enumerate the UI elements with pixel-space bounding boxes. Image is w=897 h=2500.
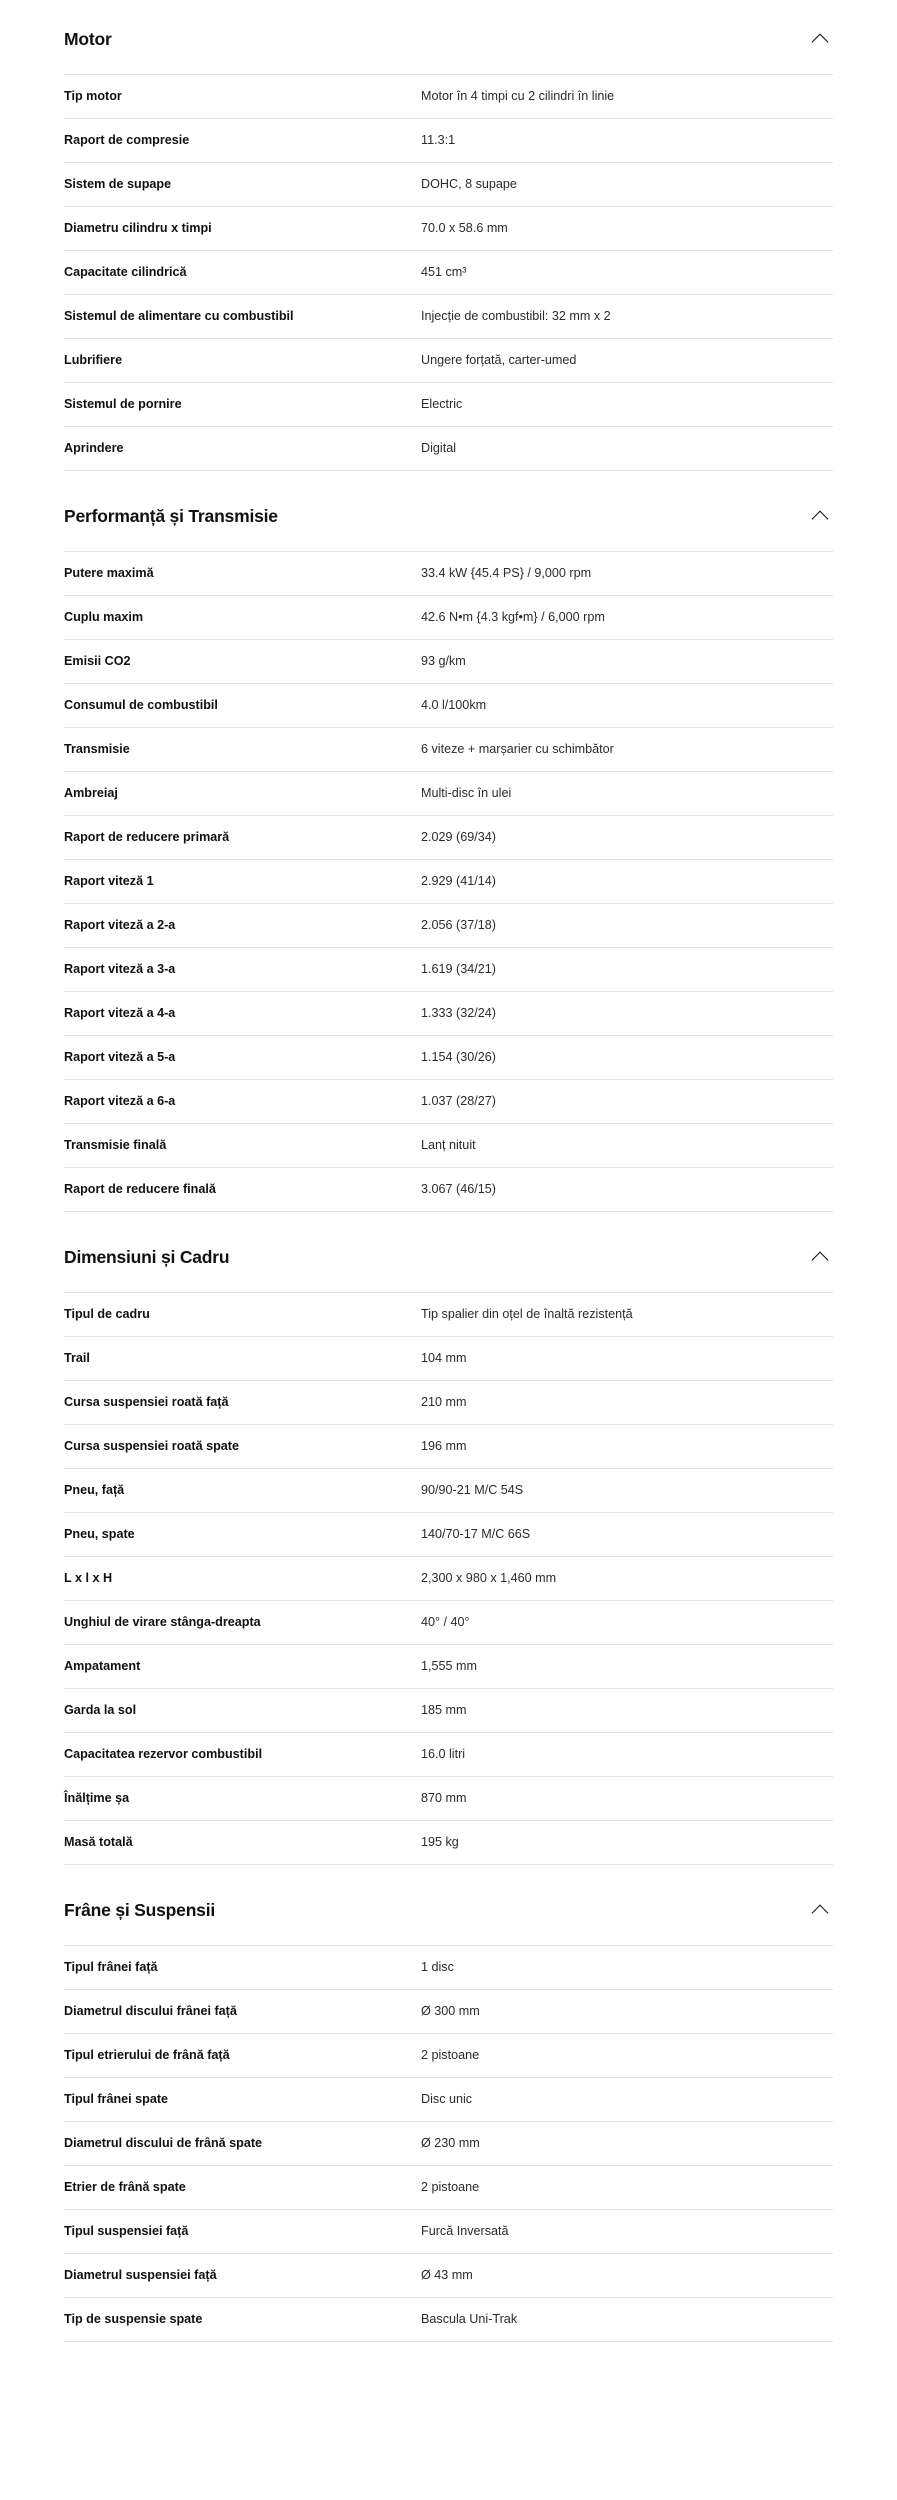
section-title: Dimensiuni și Cadru	[64, 1246, 230, 1267]
table-row	[64, 1381, 833, 1425]
spec-value: 2.929 (41/14)	[421, 874, 496, 888]
chevron-up-icon[interactable]	[811, 505, 833, 527]
spec-label: Diametrul discului de frână spate	[64, 2136, 263, 2150]
table-row	[64, 1293, 833, 1337]
section-title: Motor	[64, 28, 112, 49]
spec-label: Tipul frânei față	[64, 1960, 158, 1974]
spec-value: Disc unic	[421, 2092, 473, 2106]
table-row	[64, 2122, 833, 2166]
spec-value: 2.029 (69/34)	[421, 830, 496, 844]
spec-label: Tipul de cadru	[64, 1307, 150, 1321]
spec-label: Emisii CO2	[64, 654, 131, 668]
spec-value: Furcă Inversată	[421, 2224, 509, 2238]
table-row	[64, 728, 833, 772]
spec-label: Raport viteză a 5-a	[64, 1050, 176, 1064]
table-row	[64, 2166, 833, 2210]
spec-value: Multi-disc în ulei	[421, 786, 512, 800]
spec-label: Aprindere	[64, 441, 124, 455]
table-row	[64, 1946, 833, 1990]
spec-value: 93 g/km	[421, 654, 466, 668]
spec-value: 16.0 litri	[421, 1747, 466, 1761]
table-row	[64, 1557, 833, 1601]
table-row	[64, 2034, 833, 2078]
spec-value: 40° / 40°	[421, 1615, 470, 1629]
section-title: Frâne și Suspensii	[64, 1899, 216, 1920]
table-row	[64, 119, 833, 163]
spec-value: Digital	[421, 441, 456, 455]
spec-label: Lubrifiere	[64, 353, 123, 367]
spec-label: Capacitate cilindrică	[64, 265, 187, 279]
spec-section	[0, 1865, 897, 2342]
spec-value: 1 disc	[421, 1960, 454, 1974]
table-row	[64, 1080, 833, 1124]
spec-value: Electric	[421, 397, 463, 411]
spec-value: Ø 230 mm	[421, 2136, 480, 2150]
spec-label: Diametrul discului frânei față	[64, 2004, 237, 2018]
table-row	[64, 948, 833, 992]
spec-label: Etrier de frână spate	[64, 2180, 186, 2194]
chevron-up-icon[interactable]	[811, 1246, 833, 1268]
spec-label: Raport de reducere finală	[64, 1182, 216, 1196]
table-row	[64, 992, 833, 1036]
spec-section	[0, 471, 897, 1212]
spec-value: 1.619 (34/21)	[421, 962, 496, 976]
spec-value: DOHC, 8 supape	[421, 177, 517, 191]
spec-label: Transmisie finală	[64, 1138, 167, 1152]
table-row	[64, 816, 833, 860]
table-row	[64, 904, 833, 948]
table-row	[64, 339, 833, 383]
spec-label: Diametrul suspensiei față	[64, 2268, 217, 2282]
spec-label: Masă totală	[64, 1835, 133, 1849]
spec-label: L x l x H	[64, 1571, 113, 1585]
spec-table	[64, 551, 833, 1212]
spec-label: Garda la sol	[64, 1703, 137, 1717]
table-row	[64, 1990, 833, 2034]
table-row	[64, 2298, 833, 2342]
section-toggle-header[interactable]	[64, 1865, 833, 1931]
spec-value: 195 kg	[421, 1835, 459, 1849]
spec-label: Tip motor	[64, 89, 122, 103]
spec-value: 185 mm	[421, 1703, 467, 1717]
table-row	[64, 2078, 833, 2122]
spec-label: Pneu, față	[64, 1483, 125, 1497]
spec-label: Transmisie	[64, 742, 130, 756]
spec-label: Pneu, spate	[64, 1527, 135, 1541]
spec-value: 70.0 x 58.6 mm	[421, 221, 508, 235]
spec-value: 2,300 x 980 x 1,460 mm	[421, 1571, 557, 1585]
spec-value: 90/90-21 M/C 54S	[421, 1483, 524, 1497]
spec-table	[64, 1292, 833, 1865]
table-row	[64, 1425, 833, 1469]
table-row	[64, 1469, 833, 1513]
table-row	[64, 427, 833, 471]
spec-value: Motor în 4 timpi cu 2 cilindri în linie	[421, 89, 615, 103]
spec-label: Ampatament	[64, 1659, 141, 1673]
table-row	[64, 2210, 833, 2254]
spec-label: Sistemul de pornire	[64, 397, 182, 411]
spec-section	[0, 0, 897, 471]
spec-label: Raport viteză a 2-a	[64, 918, 176, 932]
table-row	[64, 596, 833, 640]
spec-label: Raport de compresie	[64, 133, 190, 147]
spec-value: 42.6 N•m {4.3 kgf•m} / 6,000 rpm	[421, 610, 605, 624]
spec-label: Consumul de combustibil	[64, 698, 218, 712]
spec-value: Ø 43 mm	[421, 2268, 473, 2282]
table-row	[64, 2254, 833, 2298]
table-row	[64, 772, 833, 816]
spec-label: Tipul etrierului de frână față	[64, 2048, 230, 2062]
spec-value: 33.4 kW {45.4 PS} / 9,000 rpm	[421, 566, 592, 580]
spec-label: Unghiul de virare stânga-dreapta	[64, 1615, 261, 1629]
table-row	[64, 1821, 833, 1865]
section-toggle-header[interactable]	[64, 0, 833, 60]
spec-label: Cursa suspensiei roată față	[64, 1395, 229, 1409]
spec-value: 104 mm	[421, 1351, 467, 1365]
spec-label: Raport viteză a 3-a	[64, 962, 176, 976]
spec-value: 2 pistoane	[421, 2180, 480, 2194]
table-row	[64, 552, 833, 596]
spec-value: 140/70-17 M/C 66S	[421, 1527, 531, 1541]
spec-table	[64, 74, 833, 471]
spec-value: 196 mm	[421, 1439, 467, 1453]
spec-label: Raport viteză 1	[64, 874, 154, 888]
spec-value: Ungere forțată, carter-umed	[421, 353, 577, 367]
table-row	[64, 640, 833, 684]
spec-label: Trail	[64, 1351, 90, 1365]
table-row	[64, 251, 833, 295]
spec-label: Sistem de supape	[64, 177, 172, 191]
table-row	[64, 295, 833, 339]
spec-label: Raport viteză a 6-a	[64, 1094, 176, 1108]
spec-label: Cuplu maxim	[64, 610, 144, 624]
spec-value: 2 pistoane	[421, 2048, 480, 2062]
spec-label: Tipul suspensiei față	[64, 2224, 189, 2238]
spec-label: Cursa suspensiei roată spate	[64, 1439, 239, 1453]
spec-label: Raport de reducere primară	[64, 830, 230, 844]
spec-value: Tip spalier din oțel de înaltă rezistență	[421, 1307, 633, 1321]
table-row	[64, 207, 833, 251]
spec-label: Ambreiaj	[64, 786, 118, 800]
spec-label: Înălțime șa	[64, 1791, 130, 1805]
spec-value: 1.154 (30/26)	[421, 1050, 496, 1064]
table-row	[64, 1168, 833, 1212]
section-toggle-header[interactable]	[64, 1212, 833, 1278]
table-row	[64, 1733, 833, 1777]
spec-value: 1.333 (32/24)	[421, 1006, 496, 1020]
spec-value: 1,555 mm	[421, 1659, 477, 1673]
spec-value: 3.067 (46/15)	[421, 1182, 496, 1196]
spec-label: Raport viteză a 4-a	[64, 1006, 176, 1020]
spec-label: Tipul frânei spate	[64, 2092, 169, 2106]
table-row	[64, 1601, 833, 1645]
section-title: Performanță și Transmisie	[64, 505, 278, 526]
table-row	[64, 1689, 833, 1733]
section-toggle-header[interactable]	[64, 471, 833, 537]
spec-table	[64, 1945, 833, 2342]
table-row	[64, 75, 833, 119]
spec-value: Injecție de combustibil: 32 mm x 2	[421, 309, 611, 323]
table-row	[64, 1777, 833, 1821]
table-row	[64, 860, 833, 904]
spec-value: 6 viteze + marșarier cu schimbător	[421, 742, 614, 756]
spec-label: Capacitatea rezervor combustibil	[64, 1747, 263, 1761]
spec-value: 11.3:1	[421, 133, 456, 147]
spec-label: Putere maximă	[64, 566, 154, 580]
spec-value: 210 mm	[421, 1395, 467, 1409]
spec-section	[0, 1212, 897, 1865]
table-row	[64, 383, 833, 427]
spec-label: Diametru cilindru x timpi	[64, 221, 212, 235]
spec-value: 1.037 (28/27)	[421, 1094, 496, 1108]
table-row	[64, 1337, 833, 1381]
spec-label: Tip de suspensie spate	[64, 2312, 203, 2326]
chevron-up-icon[interactable]	[811, 28, 833, 50]
spec-value: Bascula Uni-Trak	[421, 2312, 518, 2326]
spec-value: Lanț nituit	[421, 1138, 476, 1152]
table-row	[64, 1513, 833, 1557]
chevron-up-icon[interactable]	[811, 1899, 833, 1921]
spec-value: Ø 300 mm	[421, 2004, 480, 2018]
spec-value: 451 cm³	[421, 265, 467, 279]
spec-value: 2.056 (37/18)	[421, 918, 496, 932]
table-row	[64, 1645, 833, 1689]
table-row	[64, 163, 833, 207]
spec-value: 870 mm	[421, 1791, 467, 1805]
table-row	[64, 684, 833, 728]
spec-value: 4.0 l/100km	[421, 698, 487, 712]
spec-label: Sistemul de alimentare cu combustibil	[64, 309, 294, 323]
table-row	[64, 1036, 833, 1080]
table-row	[64, 1124, 833, 1168]
